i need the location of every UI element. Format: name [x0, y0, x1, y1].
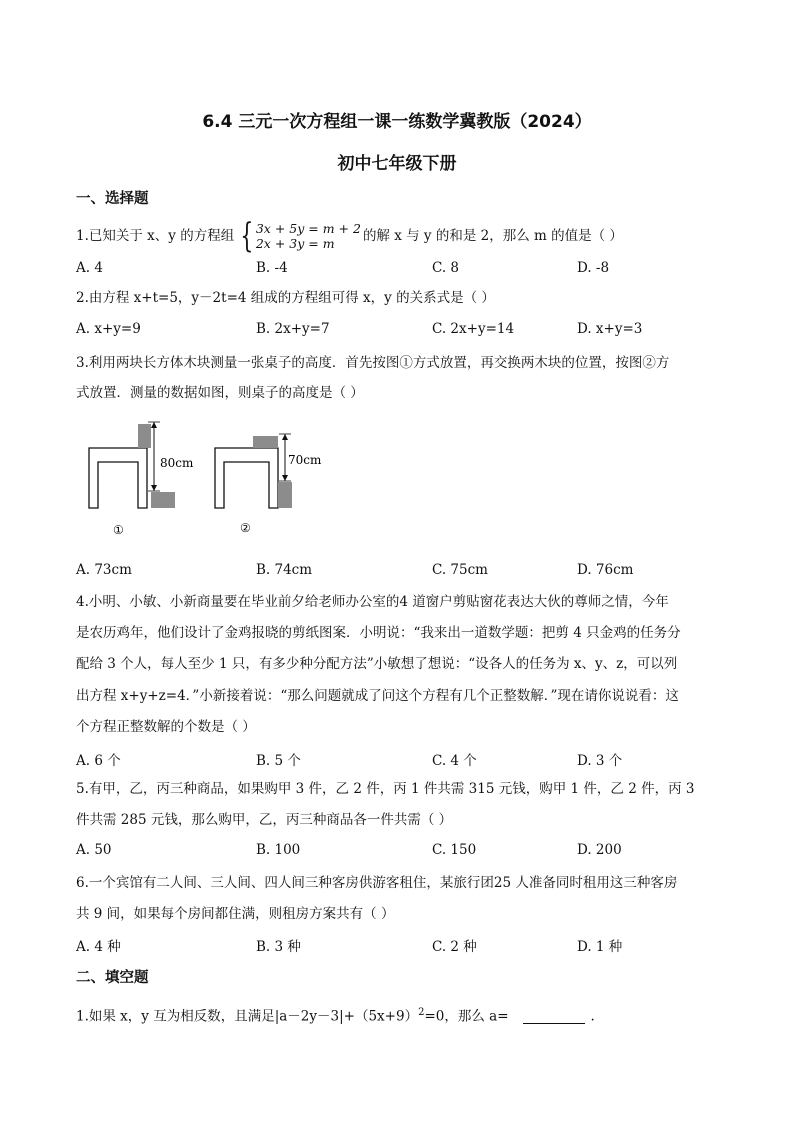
q2-option-a: A. x+y=9: [76, 321, 141, 337]
arrow-up-icon: [151, 422, 157, 428]
q3-option-d: D. 76cm: [577, 562, 634, 578]
exponent: 2: [418, 1007, 425, 1018]
q6-option-d: D. 1 种: [577, 939, 623, 955]
arrow-down-icon: [151, 485, 157, 491]
equation-system: [236, 216, 361, 256]
question-5-line-1: 5.有甲，乙，丙三种商品，如果购甲 3 件，乙 2 件，丙 1 件共需 315 元钱，购甲 1 件，乙 2 件，丙 3: [76, 781, 695, 797]
question-6-line-2: 共 9 间，如果每个房间都住满，则租房方案共有（ ）: [76, 906, 395, 922]
q1-option-b: B. -4: [256, 260, 288, 276]
question-4-line-4: 出方程 x+y+z=4．”小新接着说：“那么问题就成了问这个方程有几个正整数解．”现在请你说说看：这: [76, 688, 679, 704]
q3-option-b: B. 74cm: [256, 562, 313, 578]
question-5-line-2: 件共需 285 元钱，那么购甲，乙，丙三种商品各一件共需（ ）: [76, 812, 453, 828]
wood-block-horizontal-1: [151, 492, 175, 508]
question-3-line-2: 式放置．测量的数据如图，则桌子的高度是（ ）: [76, 385, 364, 401]
q5-option-c: C. 150: [432, 842, 477, 858]
section-heading-choice: 一、选择题: [76, 191, 149, 207]
fill-question-1-suffix: .: [590, 1008, 595, 1025]
question-1-prefix: 1.已知关于 x、y 的方程组: [76, 228, 235, 244]
question-1-suffix: 的解 x 与 y 的和是 2，那么 m 的值是（ ）: [362, 228, 623, 244]
q5-option-b: B. 100: [256, 842, 301, 858]
q5-option-d: D. 200: [577, 842, 622, 858]
fill-question-1: [76, 1003, 595, 1027]
q4-option-d: D. 3 个: [577, 753, 623, 769]
q3-option-a: A. 73cm: [76, 562, 132, 578]
q2-option-c: C. 2x+y=14: [432, 321, 515, 337]
equation-1: 3x + 5y = m + 2: [255, 221, 361, 236]
q4-option-c: C. 4 个: [432, 753, 477, 769]
question-4-line-3: 配给 3 个人，每人至少 1 只，有多少种分配方法”小敏想了想说：“设各人的任务为 x、y、z，可以列: [76, 656, 678, 672]
page-subtitle: 初中七年级下册: [337, 154, 457, 174]
question-3-line-1: 3.利用两块长方体木块测量一张桌子的高度．首先按图①方式放置，再交换两木块的位置，按图②方: [76, 355, 670, 371]
question-4-line-2: 是农历鸡年，他们设计了金鸡报晓的剪纸图案．小明说：“我来出一道数学题：把剪 4 只金鸡的任务分: [76, 625, 681, 641]
label-80cm: 80cm: [160, 456, 194, 470]
q1-option-d: D. -8: [577, 260, 610, 276]
table-shape-2: [215, 448, 278, 508]
arrow-down-icon: [282, 475, 288, 481]
q5-option-a: A. 50: [76, 842, 112, 858]
answer-blank[interactable]: [523, 1009, 585, 1024]
q4-option-b: B. 5 个: [256, 753, 301, 769]
label-70cm: 70cm: [288, 453, 322, 467]
question-2: 2.由方程 x+t=5，y－2t=4 组成的方程组可得 x，y 的关系式是（ ）: [76, 290, 495, 306]
question-4-line-1: 4.小明、小敏、小新商量要在毕业前夕给老师办公室的4 道窗户剪贴窗花表达大伙的尊师之情，今年: [76, 594, 669, 610]
caption-figure-2: ②: [240, 521, 251, 535]
wood-block-vertical-2: [278, 482, 292, 508]
fill-question-1-middle: =0，那么 a=: [424, 1008, 509, 1025]
question-1: [76, 216, 623, 256]
q6-option-a: A. 4 种: [76, 939, 121, 955]
brace-icon: {: [240, 216, 254, 256]
q6-option-b: B. 3 种: [256, 939, 301, 955]
question-4-line-5: 个方程正整数解的个数是（ ）: [76, 719, 256, 735]
question-6-line-1: 6.一个宾馆有二人间、三人间、四人间三种客房供游客租住，某旅行团25 人准备同时租用这三种客房: [76, 875, 678, 891]
q4-option-a: A. 6 个: [76, 753, 121, 769]
fill-question-1-prefix: 1.如果 x，y 互为相反数，且满足|a－2y－3|+（5x+9）: [76, 1008, 419, 1025]
caption-figure-1: ①: [113, 523, 124, 537]
page-title: 6.4 三元一次方程组一课一练数学冀教版（2024）: [202, 112, 592, 132]
q3-option-c: C. 75cm: [432, 562, 488, 578]
q1-option-c: C. 8: [432, 260, 460, 276]
wood-block-vertical-1: [138, 424, 151, 448]
table-shape-1: [89, 448, 147, 508]
q1-option-a: A. 4: [76, 260, 103, 276]
table-measurement-figure: [76, 418, 336, 548]
q2-option-b: B. 2x+y=7: [256, 321, 330, 337]
wood-block-horizontal-2: [253, 436, 278, 448]
q6-option-c: C. 2 种: [432, 939, 477, 955]
equation-2: 2x + 3y = m: [255, 236, 335, 251]
arrow-up-icon: [282, 434, 288, 440]
section-heading-fill: 二、填空题: [76, 970, 149, 986]
q2-option-d: D. x+y=3: [577, 321, 643, 337]
